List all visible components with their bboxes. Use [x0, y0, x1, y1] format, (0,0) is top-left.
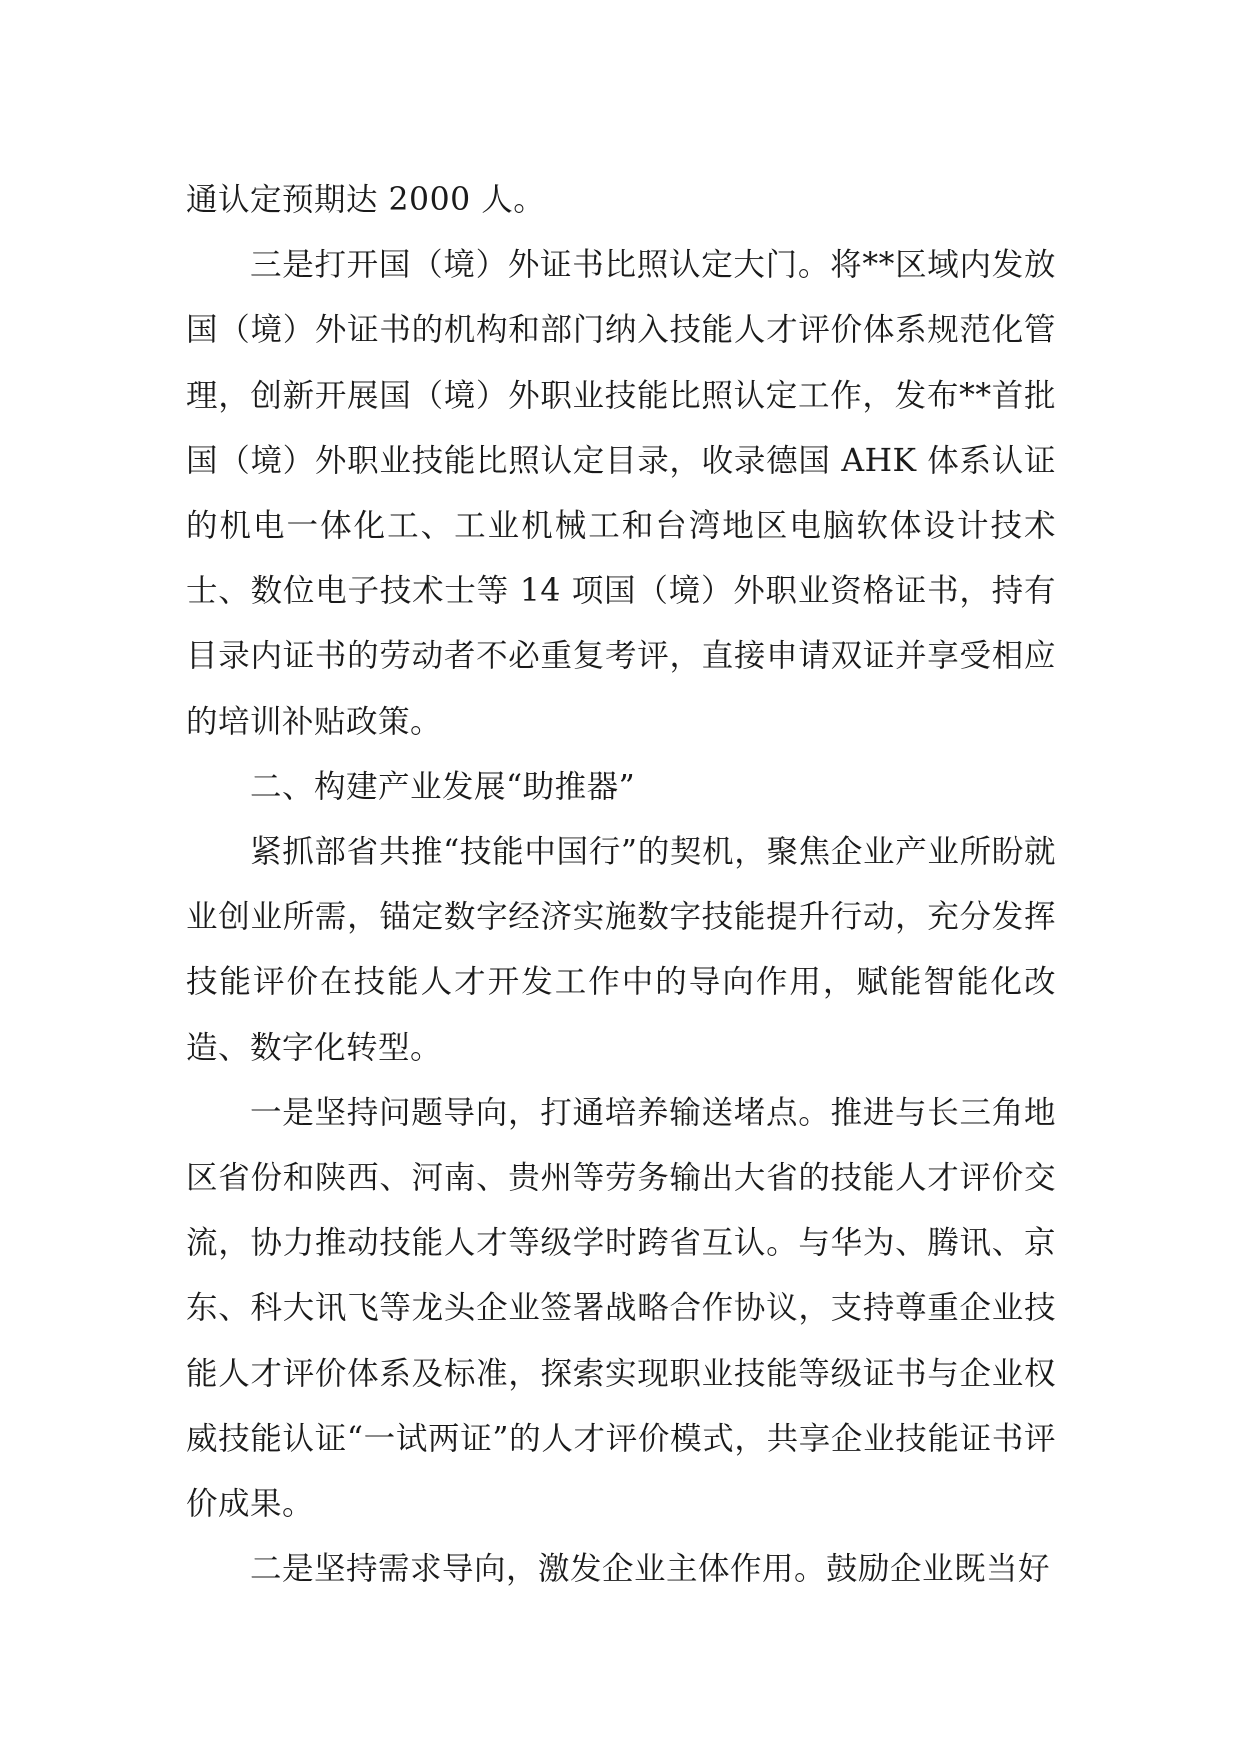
section-heading-industry-booster: 二、构建产业发展“助推器” [250, 768, 636, 805]
paragraph-demand-oriented: 二是坚持需求导向，激发企业主体作用。鼓励企业既当好 [250, 1551, 1051, 1588]
paragraph-foreign-certificates: 三是打开国（境）外证书比照认定大门。将**区域内发放国（境）外证书的机构和部门纳入技能人才评价体系规范化管理，创新开展国（境）外职业技能比照认定工作，发布**首批国（境）外职业技能比照认定目录，收录德国 AHK 体系认证的机电一体化工、工业机械工和台湾地区电脑软体设计技术士、数位电子技术士等 14 项国（境）外职业资格证书，持有目录内证书的劳动者不必重复考评，直接申请双证并享受相应的培训补贴政策。 [186, 247, 1056, 740]
paragraph-problem-oriented: 一是坚持问题导向，打通培养输送堵点。推进与长三角地区省份和陕西、河南、贵州等劳务输出大省的技能人才评价交流，协力推动技能人才等级学时跨省互认。与华为、腾讯、京东、科大讯飞等龙头企业签署战略合作协议，支持尊重企业技能人才评价体系及标准，探索实现职业技能等级证书与企业权威技能认证“一试两证”的人才评价模式，共享企业技能证书评价成果。 [186, 1094, 1056, 1523]
paragraph-continuation: 通认定预期达 2000 人。 [186, 182, 546, 218]
body-text [186, 168, 1056, 1602]
paragraph-skills-china: 紧抓部省共推“技能中国行”的契机，聚焦企业产业所盼就业创业所需，锚定数字经济实施数字技能提升行动，充分发挥技能评价在技能人才开发工作中的导向作用，赋能智能化改造、数字化转型。 [186, 834, 1056, 1066]
